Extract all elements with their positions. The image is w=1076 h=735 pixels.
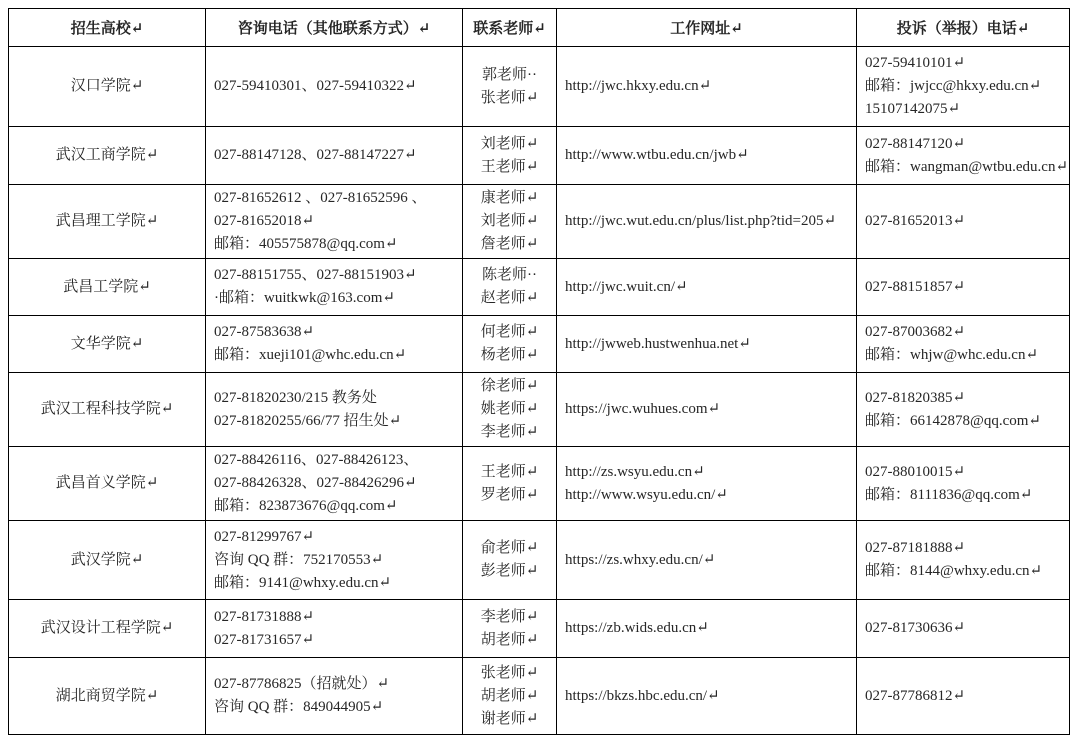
complaint-line: 027-87003682↵	[865, 324, 966, 340]
col-header-complaint-phone: 投诉（举报）电话↵	[857, 9, 1070, 47]
school-cell	[9, 316, 206, 373]
url-cell	[557, 316, 857, 373]
teacher-cell	[463, 316, 557, 373]
url-cell	[557, 127, 857, 185]
table-row	[9, 521, 1070, 600]
school-line: 武汉设计工程学院↵	[40, 620, 174, 636]
url-line[interactable]: https://bkzs.hbc.edu.cn/↵	[565, 687, 720, 704]
phone-line: 027-59410301、027-59410322↵	[214, 78, 417, 94]
school-cell	[9, 373, 206, 447]
teacher-line: 罗老师↵	[480, 486, 539, 503]
teacher-line: 刘老师↵	[480, 213, 539, 229]
teacher-line: 郭老师··	[482, 66, 537, 83]
complaint-line: 027-88010015↵	[865, 463, 966, 480]
table-row	[9, 47, 1070, 127]
complaint-cell	[857, 521, 1070, 600]
teacher-line: 赵老师↵	[480, 290, 539, 306]
phone-line: 027-88151755、027-88151903↵	[214, 267, 417, 283]
phone-cell	[206, 600, 463, 658]
teacher-line: 俞老师↵	[480, 540, 539, 556]
teacher-line: 彭老师↵	[480, 563, 539, 579]
teacher-line: 谢老师↵	[480, 710, 539, 727]
school-line: 文华学院↵	[70, 335, 144, 352]
header-row	[9, 9, 1070, 47]
phone-cell	[206, 658, 463, 735]
teacher-line: 徐老师↵	[480, 378, 539, 394]
phone-line: 咨询 QQ 群：752170553↵	[214, 551, 384, 568]
complaint-cell	[857, 47, 1070, 127]
school-line: 武汉学院↵	[70, 551, 144, 568]
school-cell	[9, 447, 206, 521]
teacher-line: 李老师↵	[480, 608, 539, 625]
complaint-line: 027-59410101↵	[865, 55, 966, 71]
phone-line: 咨询 QQ 群：849044905↵	[214, 699, 384, 715]
teacher-cell	[463, 373, 557, 447]
teacher-line: 王老师↵	[480, 463, 539, 480]
phone-cell	[206, 447, 463, 521]
phone-line: 邮箱：xueji101@whc.edu.cn↵	[214, 347, 407, 363]
url-line[interactable]: http://jwc.wuit.cn/↵	[565, 278, 688, 295]
teacher-cell	[463, 127, 557, 185]
admissions-contact-table	[8, 8, 1070, 735]
school-line: 武昌工学院↵	[63, 278, 151, 295]
table-row	[9, 373, 1070, 447]
teacher-line: 王老师↵	[480, 158, 539, 175]
phone-cell	[206, 521, 463, 600]
phone-line: ·邮箱：wuitkwk@163.com↵	[214, 290, 395, 306]
complaint-line: 邮箱：jwjcc@hkxy.edu.cn↵	[865, 78, 1042, 94]
complaint-cell	[857, 127, 1070, 185]
url-cell	[557, 373, 857, 447]
complaint-line: 027-87181888↵	[865, 540, 966, 556]
complaint-line: 027-88147120↵	[865, 135, 966, 152]
phone-line: 027-87583638↵	[214, 324, 315, 340]
complaint-cell	[857, 600, 1070, 658]
teacher-line: 李老师↵	[480, 424, 539, 440]
phone-cell	[206, 47, 463, 127]
phone-line: 邮箱：823873676@qq.com↵	[214, 498, 398, 514]
url-cell	[557, 259, 857, 316]
teacher-cell	[463, 447, 557, 521]
teacher-line: 张老师↵	[480, 89, 539, 106]
phone-line: 027-88147128、027-88147227↵	[214, 147, 417, 163]
teacher-cell	[463, 658, 557, 735]
complaint-cell	[857, 447, 1070, 521]
teacher-line: 胡老师↵	[480, 687, 539, 704]
complaint-line: 邮箱：66142878@qq.com↵	[865, 412, 1041, 429]
phone-line: 邮箱：9141@whxy.edu.cn↵	[214, 574, 392, 591]
school-cell	[9, 127, 206, 185]
url-line[interactable]: https://jwc.wuhues.com↵	[565, 401, 721, 417]
phone-line: 027-81652612 、027-81652596 、	[214, 190, 427, 206]
teacher-cell	[463, 521, 557, 600]
phone-line: 027-88426328、027-88426296↵	[214, 475, 417, 491]
complaint-line: 邮箱：8111836@qq.com↵	[865, 486, 1033, 503]
url-line[interactable]: http://jwc.wut.edu.cn/plus/list.php?tid=205↵	[565, 213, 837, 229]
phone-line: 邮箱：405575878@qq.com↵	[214, 236, 398, 252]
school-line: 武昌首义学院↵	[55, 475, 159, 491]
school-cell	[9, 47, 206, 127]
school-cell	[9, 600, 206, 658]
url-line[interactable]: https://zs.whxy.edu.cn/↵	[565, 551, 716, 568]
table-row	[9, 658, 1070, 735]
complaint-cell	[857, 316, 1070, 373]
school-line: 汉口学院↵	[70, 78, 144, 94]
phone-line: 027-81299767↵	[214, 528, 315, 545]
phone-line: 027-81820230/215 教务处	[214, 389, 377, 406]
phone-line: 027-81731888↵	[214, 608, 315, 625]
url-line[interactable]: http://www.wsyu.edu.cn/↵	[565, 486, 728, 503]
phone-line: 027-88426116、027-88426123、	[214, 452, 419, 468]
phone-cell	[206, 127, 463, 185]
complaint-cell	[857, 658, 1070, 735]
teacher-cell	[463, 600, 557, 658]
complaint-line: 15107142075↵	[865, 101, 961, 117]
complaint-line: 邮箱：8144@whxy.edu.cn↵	[865, 563, 1043, 579]
table-row	[9, 316, 1070, 373]
complaint-line: 027-81820385↵	[865, 389, 966, 406]
url-cell	[557, 658, 857, 735]
complaint-line: 027-81730636↵	[865, 620, 966, 636]
complaint-cell	[857, 185, 1070, 259]
table-row	[9, 600, 1070, 658]
complaint-line: 027-88151857↵	[865, 278, 966, 295]
col-header-phone: 咨询电话（其他联系方式）↵	[206, 9, 463, 47]
complaint-line: 邮箱：whjw@whc.edu.cn↵	[865, 347, 1039, 363]
phone-line: 027-81820255/66/77 招生处↵	[214, 412, 402, 429]
url-line[interactable]: https://zb.wids.edu.cn↵	[565, 620, 709, 636]
school-line: 湖北商贸学院↵	[55, 687, 159, 704]
school-line: 武昌理工学院↵	[55, 213, 159, 229]
school-cell	[9, 185, 206, 259]
url-line[interactable]: http://zs.wsyu.edu.cn↵	[565, 463, 705, 480]
url-cell	[557, 447, 857, 521]
url-line[interactable]: http://jwc.hkxy.edu.cn↵	[565, 78, 712, 94]
school-cell	[9, 259, 206, 316]
phone-line: 027-81652018↵	[214, 213, 315, 229]
school-line: 武汉工程科技学院↵	[40, 401, 174, 417]
teacher-cell	[463, 259, 557, 316]
teacher-line: 陈老师··	[482, 267, 537, 283]
teacher-line: 姚老师↵	[480, 401, 539, 417]
table-row	[9, 259, 1070, 316]
url-cell	[557, 521, 857, 600]
phone-cell	[206, 373, 463, 447]
complaint-cell	[857, 259, 1070, 316]
complaint-line: 027-81652013↵	[865, 213, 966, 229]
col-header-website: 工作网址↵	[557, 9, 857, 47]
teacher-line: 刘老师↵	[480, 135, 539, 152]
school-cell	[9, 521, 206, 600]
phone-cell	[206, 259, 463, 316]
table-row	[9, 447, 1070, 521]
school-cell	[9, 658, 206, 735]
complaint-line: 027-87786812↵	[865, 687, 966, 704]
col-header-school: 招生高校↵	[9, 9, 206, 47]
phone-line: 027-87786825（招就处）↵	[214, 676, 390, 692]
teacher-line: 何老师↵	[480, 324, 539, 340]
document-page	[8, 8, 1070, 735]
table-row	[9, 185, 1070, 259]
table-row	[9, 127, 1070, 185]
complaint-line: 邮箱：wangman@wtbu.edu.cn↵	[865, 158, 1069, 175]
col-header-teachers: 联系老师↵	[463, 9, 557, 47]
table-body	[9, 47, 1070, 735]
phone-cell	[206, 185, 463, 259]
school-line: 武汉工商学院↵	[55, 147, 159, 163]
url-cell	[557, 600, 857, 658]
url-line[interactable]: http://www.wtbu.edu.cn/jwb↵	[565, 147, 749, 163]
url-line[interactable]: http://jwweb.hustwenhua.net↵	[565, 335, 751, 352]
phone-cell	[206, 316, 463, 373]
complaint-cell	[857, 373, 1070, 447]
url-cell	[557, 185, 857, 259]
teacher-line: 杨老师↵	[480, 347, 539, 363]
phone-line: 027-81731657↵	[214, 631, 315, 648]
teacher-line: 张老师↵	[480, 664, 539, 681]
teacher-cell	[463, 185, 557, 259]
teacher-line: 詹老师↵	[480, 236, 539, 252]
url-cell	[557, 47, 857, 127]
teacher-line: 康老师↵	[480, 190, 539, 206]
teacher-cell	[463, 47, 557, 127]
teacher-line: 胡老师↵	[480, 631, 539, 648]
